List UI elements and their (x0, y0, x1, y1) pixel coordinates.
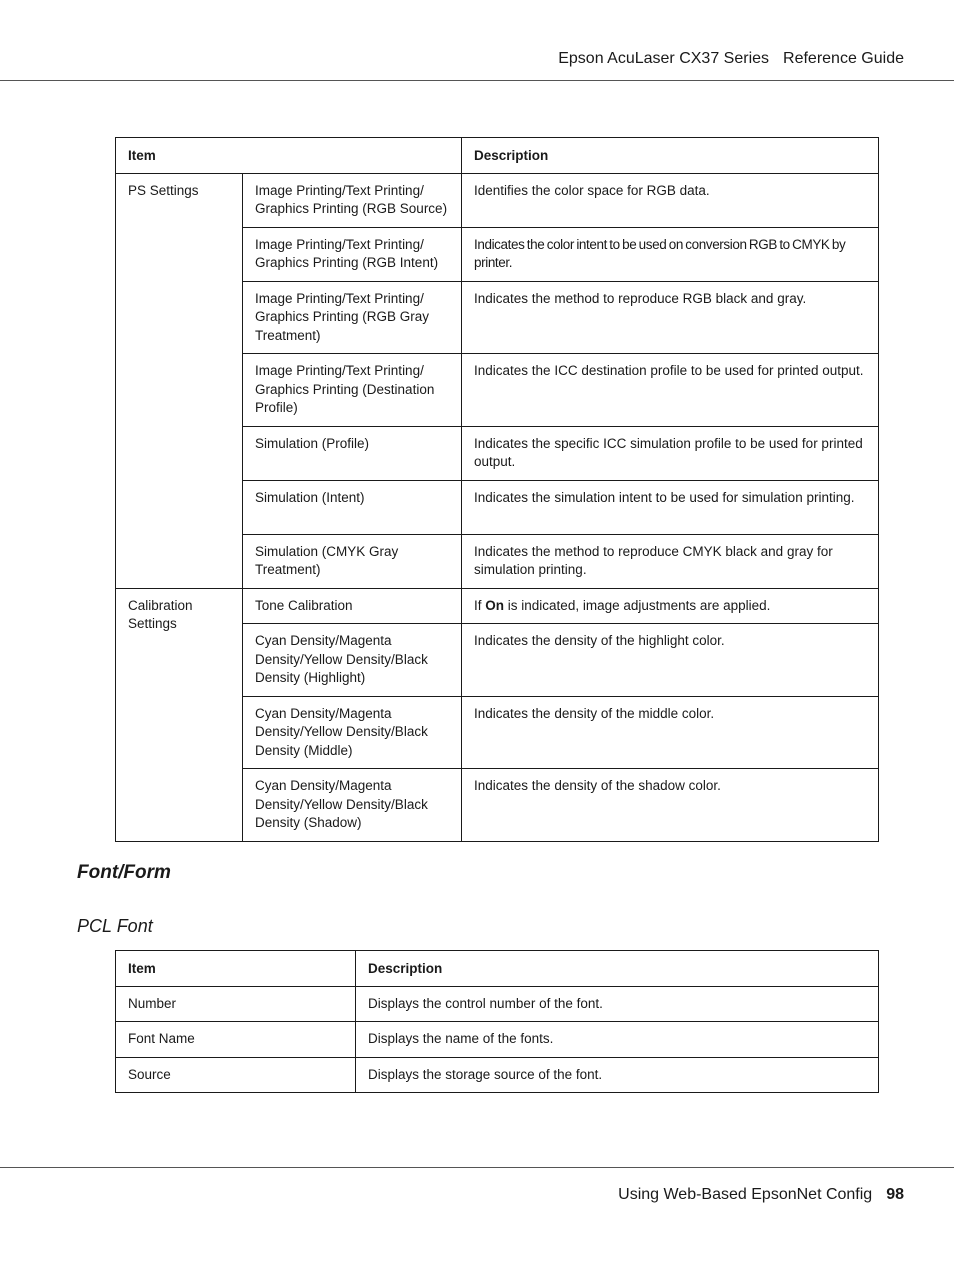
column-header-item: Item (116, 138, 462, 174)
header-divider (0, 80, 954, 81)
row-item: Simulation (Intent) (243, 480, 462, 534)
table-header-row (116, 951, 879, 987)
desc-text: If (474, 597, 486, 613)
row-item: Simulation (Profile) (243, 426, 462, 480)
column-header-item: Item (116, 951, 356, 987)
row-description: Indicates the method to reproduce CMYK black and gray for simulation printing. (462, 534, 879, 588)
row-item: Cyan Density/Magenta Density/Yellow Density/Black Density (Shadow) (243, 769, 462, 842)
page-header (558, 50, 904, 68)
footer-divider (0, 1167, 954, 1168)
pcl-font-table (115, 950, 879, 1093)
row-description: Indicates the ICC destination profile to be used for printed output. (462, 354, 879, 427)
row-item: Image Printing/Text Printing/ Graphics Printing (RGB Intent) (243, 227, 462, 281)
group-calibration-settings: Calibration Settings (116, 588, 243, 841)
page-number: 98 (886, 1186, 904, 1203)
table-header-row (116, 138, 879, 174)
row-item: Font Name (116, 1022, 356, 1058)
row-description: Indicates the density of the middle color. (462, 696, 879, 769)
row-item: Image Printing/Text Printing/ Graphics Printing (Destination Profile) (243, 354, 462, 427)
row-description: Displays the control number of the font. (356, 986, 879, 1022)
column-header-description: Description (356, 951, 879, 987)
row-item: Cyan Density/Magenta Density/Yellow Density/Black Density (Highlight) (243, 624, 462, 697)
table-row (116, 986, 879, 1022)
row-item: Number (116, 986, 356, 1022)
row-item: Image Printing/Text Printing/ Graphics Printing (RGB Gray Treatment) (243, 281, 462, 354)
row-description: Displays the name of the fonts. (356, 1022, 879, 1058)
row-description: Identifies the color space for RGB data. (462, 173, 879, 227)
table-row (116, 1022, 879, 1058)
row-item: Tone Calibration (243, 588, 462, 624)
header-doc-title: Reference Guide (783, 50, 904, 67)
row-description: Indicates the simulation intent to be used for simulation printing. (462, 480, 879, 534)
footer-chapter: Using Web-Based EpsonNet Config (618, 1186, 873, 1203)
row-item: Simulation (CMYK Gray Treatment) (243, 534, 462, 588)
row-description: Displays the storage source of the font. (356, 1057, 879, 1093)
row-item: Cyan Density/Magenta Density/Yellow Density/Black Density (Middle) (243, 696, 462, 769)
page-footer (618, 1186, 904, 1204)
header-product: Epson AcuLaser CX37 Series (558, 50, 770, 67)
row-item: Image Printing/Text Printing/ Graphics Printing (RGB Source) (243, 173, 462, 227)
table-row (116, 588, 879, 624)
row-description: Indicates the color intent to be used on conversion RGB to CMYK by printer. (462, 227, 879, 281)
row-description: Indicates the method to reproduce RGB black and gray. (462, 281, 879, 354)
table-row (116, 1057, 879, 1093)
row-description (462, 588, 879, 624)
table-row (116, 173, 879, 227)
desc-emphasis: On (485, 597, 505, 613)
column-header-description: Description (462, 138, 879, 174)
row-description: Indicates the specific ICC simulation profile to be used for printed output. (462, 426, 879, 480)
group-ps-settings: PS Settings (116, 173, 243, 588)
section-title: Font/Form (77, 862, 171, 883)
subsection-title: PCL Font (77, 916, 153, 936)
row-description: Indicates the density of the shadow color. (462, 769, 879, 842)
settings-table (115, 137, 879, 842)
row-description: Indicates the density of the highlight color. (462, 624, 879, 697)
row-item: Source (116, 1057, 356, 1093)
desc-text: is indicated, image adjustments are applied. (504, 597, 771, 613)
